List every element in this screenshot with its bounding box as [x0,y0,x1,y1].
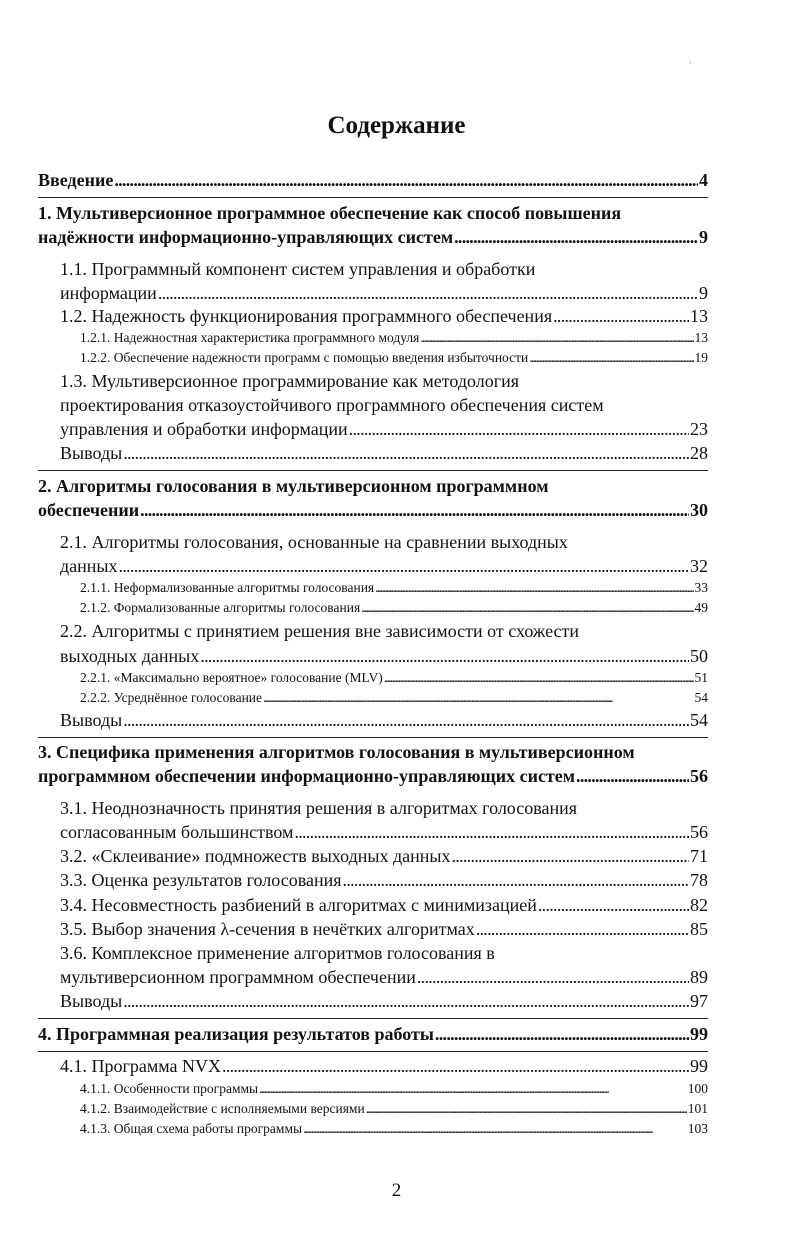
divider [38,737,708,738]
toc-section-2-1[interactable]: данных . . . 32 [60,556,708,577]
toc-chapter-1-line1[interactable]: 1. Мультиверсионное программное обеспечение как способ повышения [38,203,622,223]
toc-section-2-1-line1[interactable]: 2.1. Алгоритмы голосования, основанные на сравнении выходных [60,532,568,552]
toc-section-2-2-line1[interactable]: 2.2. Алгоритмы с принятием решения вне зависимости от схожести [60,621,580,641]
toc-section-2-1-2[interactable]: 2.1.2. Формализованные алгоритмы голосования . . . 49 [80,600,708,616]
toc-section-3-5[interactable]: 3.5. Выбор значения λ-сечения в нечётких алгоритмах . . . 85 [60,919,708,940]
toc-section-3-1[interactable]: согласованным большинством . . . 56 [60,822,708,843]
toc-section-1-1-line1[interactable]: 1.1. Программный компонент систем управления и обработки [60,259,536,279]
scan-mark: ' [690,60,692,70]
toc-section-4-1[interactable]: 4.1. Программа NVX . . . 99 [60,1056,708,1077]
toc-section-3-3[interactable]: 3.3. Оценка результатов голосования . . . 78 [60,870,708,891]
toc-section-4-1-2[interactable]: 4.1.2. Взаимодействие с исполняемыми версиями . . . 101 [80,1101,708,1117]
toc-section-3-1-line1[interactable]: 3.1. Неоднозначность принятия решения в алгоритмах голосования [60,798,578,818]
toc-section-1-1[interactable]: информации . . . 9 [60,283,708,304]
page-number: 2 [391,1180,402,1201]
toc-chapter-4[interactable]: 4. Программная реализация результатов работы . . . 99 [38,1024,708,1045]
toc-section-2-1-1[interactable]: 2.1.1. Неформализованные алгоритмы голосования . . . 33 [80,580,708,596]
toc-conclusions-3[interactable]: Выводы . . . 97 [60,991,708,1012]
toc-section-1-2-1[interactable]: 1.2.1. Надежностная характеристика программного модуля . . . 13 [80,330,708,346]
toc-section-1-2[interactable]: 1.2. Надежность функционирования программного обеспечения . . . 13 [60,306,708,327]
toc-chapter-3-line1[interactable]: 3. Специфика применения алгоритмов голосования в мультиверсионном [38,742,635,762]
toc-chapter-3[interactable]: программном обеспечении информационно-управляющих систем . . . 56 [38,766,708,787]
toc-section-1-3-line2[interactable]: проектирования отказоустойчивого программного обеспечения систем [60,395,604,415]
toc-section-4-1-3[interactable]: 4.1.3. Общая схема работы программы . . . 103 [80,1121,708,1137]
toc-section-3-6-line1[interactable]: 3.6. Комплексное применение алгоритмов голосования в [60,943,495,963]
toc-chapter-1[interactable]: надёжности информационно-управляющих систем . . . 9 [38,227,708,248]
toc-section-3-6[interactable]: мультиверсионном программном обеспечении . . . 89 [60,967,708,988]
toc-section-3-2[interactable]: 3.2. «Склеивание» подмножеств выходных данных . . . 71 [60,846,708,867]
toc-chapter-2-line1[interactable]: 2. Алгоритмы голосования в мультиверсионном программном [38,476,549,496]
toc-conclusions-1[interactable]: Выводы . . . 28 [60,443,708,464]
toc-section-3-4[interactable]: 3.4. Несовместность разбиений в алгоритмах с минимизацией . . . 82 [60,895,708,916]
toc-section-4-1-1[interactable]: 4.1.1. Особенности программы . . . 100 [80,1081,708,1097]
toc-section-2-2-1[interactable]: 2.2.1. «Максимально вероятное» голосование (MLV) . . . 51 [80,670,708,686]
toc-section-1-3-line1[interactable]: 1.3. Мультиверсионное программирование как методология [60,371,520,391]
toc-chapter-2[interactable]: обеспечении . . . 30 [38,500,708,521]
toc-section-2-2-2[interactable]: 2.2.2. Усреднённое голосование . . . 54 [80,690,708,706]
toc-section-1-2-2[interactable]: 1.2.2. Обеспечение надежности программ с помощью введения избыточности . . . 19 [80,350,708,366]
page-title: Содержание [327,112,466,139]
divider [38,1018,708,1019]
divider [38,197,708,198]
toc-conclusions-2[interactable]: Выводы . . . 54 [60,710,708,731]
toc-section-2-2[interactable]: выходных данных . . . 50 [60,646,708,667]
divider [38,1051,708,1052]
toc-section-1-3[interactable]: управления и обработки информации . . . 23 [60,419,708,440]
divider [38,470,708,471]
toc-intro[interactable]: Введение . . . 4 [38,170,708,191]
